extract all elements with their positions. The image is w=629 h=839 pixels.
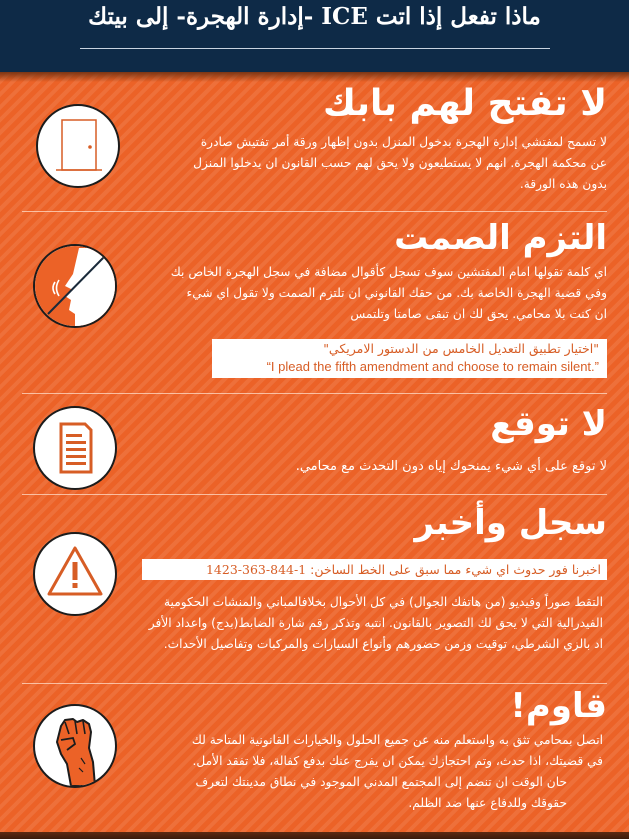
body-line: ان كنت بلا محامي. يحق لك ان تبقى صامتا وتلتمس <box>350 307 607 321</box>
section-body <box>296 456 607 477</box>
body-line: وفي قضية الهجرة الخاصة بك. من حقك القانوني ان تلتزم الصمت ولا تقول اي شيء <box>186 286 607 300</box>
section-dont-sign <box>0 394 629 494</box>
no-speaking-icon <box>33 244 117 328</box>
section-resist <box>0 684 629 832</box>
body-line: في قضيتك، اذا حدث، وتم احتجازك يمكن ان يفرج عنك بدفع كفالة، فلا تفقد الأمل. <box>192 754 603 768</box>
section-title: لا توقع <box>490 404 607 444</box>
body-line: اتصل بمحامي تثق به واستعلم منه عن جميع الحلول والخيارات القانونية المتاحة لك <box>191 733 603 747</box>
body-line: لا توقع على أي شيء يمنحوك إياه دون التحدث مع محامي. <box>295 459 607 474</box>
document-icon <box>33 406 117 490</box>
section-body <box>171 262 607 325</box>
section-title: سجل وأخبر <box>414 503 607 543</box>
body-line: التقط صوراً وفيديو (من هاتفك الجوال) في كل الأحوال بخلافالمباني والمنشات الحكومية <box>164 595 603 609</box>
section-title: لا تفتح لهم بابك <box>322 83 607 124</box>
section-dont-open-door <box>0 80 629 210</box>
bottom-edge <box>0 832 629 839</box>
hotline-line <box>206 560 601 579</box>
quote-english: “I plead the fifth amendment and choose to remain silent.” <box>266 359 599 374</box>
section-body <box>149 592 603 655</box>
hotline-label: اخبرنا فور حدوث اي شيء مما سبق على الخط الساخن: <box>310 562 601 577</box>
body-line: عن محكمة الهجرة. انهم لا يستطيعون ولا يحق لهم حسب القانون ان يدخلوا المنزل <box>193 156 607 170</box>
body-line: الفيدرالية التي لا يحق لك التصوير بالقانون. انتبه وتذكر رقم شارة الضابط(بدج) واعداد الأفر <box>148 616 603 630</box>
body-line: لا تسمح لمفتشي إدارة الهجرة بدخول المنزل بدون إظهار ورقة أمر تفتيش صادرة <box>200 135 607 149</box>
hotline-box <box>142 559 607 580</box>
hotline-number[interactable]: 1-844-363-1423 <box>205 562 307 577</box>
section-body <box>192 730 603 814</box>
fifth-amendment-quote-box <box>212 339 607 378</box>
body-line: اي كلمة تقولها امام المفتشين سوف تسجل كأقوال مضافة في سجل الهجرة الخاص بك <box>170 265 607 279</box>
section-body <box>193 132 607 195</box>
header-banner <box>0 0 629 72</box>
warning-icon <box>33 532 117 616</box>
body-line: حان الوقت ان تنضم إلى المجتمع المدني الموجود في نطاق مدينتك لتعرف <box>195 775 567 789</box>
body-line: بدون هذه الورقة. <box>519 177 607 191</box>
section-remain-silent <box>0 212 629 382</box>
door-icon <box>36 104 120 188</box>
section-record-report <box>0 495 629 683</box>
page-title: ماذا تفعل إذا اتت ICE -إدارة الهجرة- إلى بيتك <box>88 3 541 30</box>
raised-fist-icon <box>33 704 117 788</box>
section-title: قاوم! <box>510 686 607 726</box>
body-line: حقوقك وللدفاع عنها ضد الظلم. <box>408 796 567 810</box>
section-title: التزم الصمت <box>394 218 607 258</box>
quote-arabic: "اختيار تطبيق التعديل الخامس من الدستور الامريكي" <box>323 341 599 356</box>
header-divider <box>80 48 550 49</box>
body-line: اد بالزي الشرطي، توقيت وزمن حضورهم وأنواع السيارات والمركبات وتفاصيل الأحداث. <box>163 637 603 651</box>
